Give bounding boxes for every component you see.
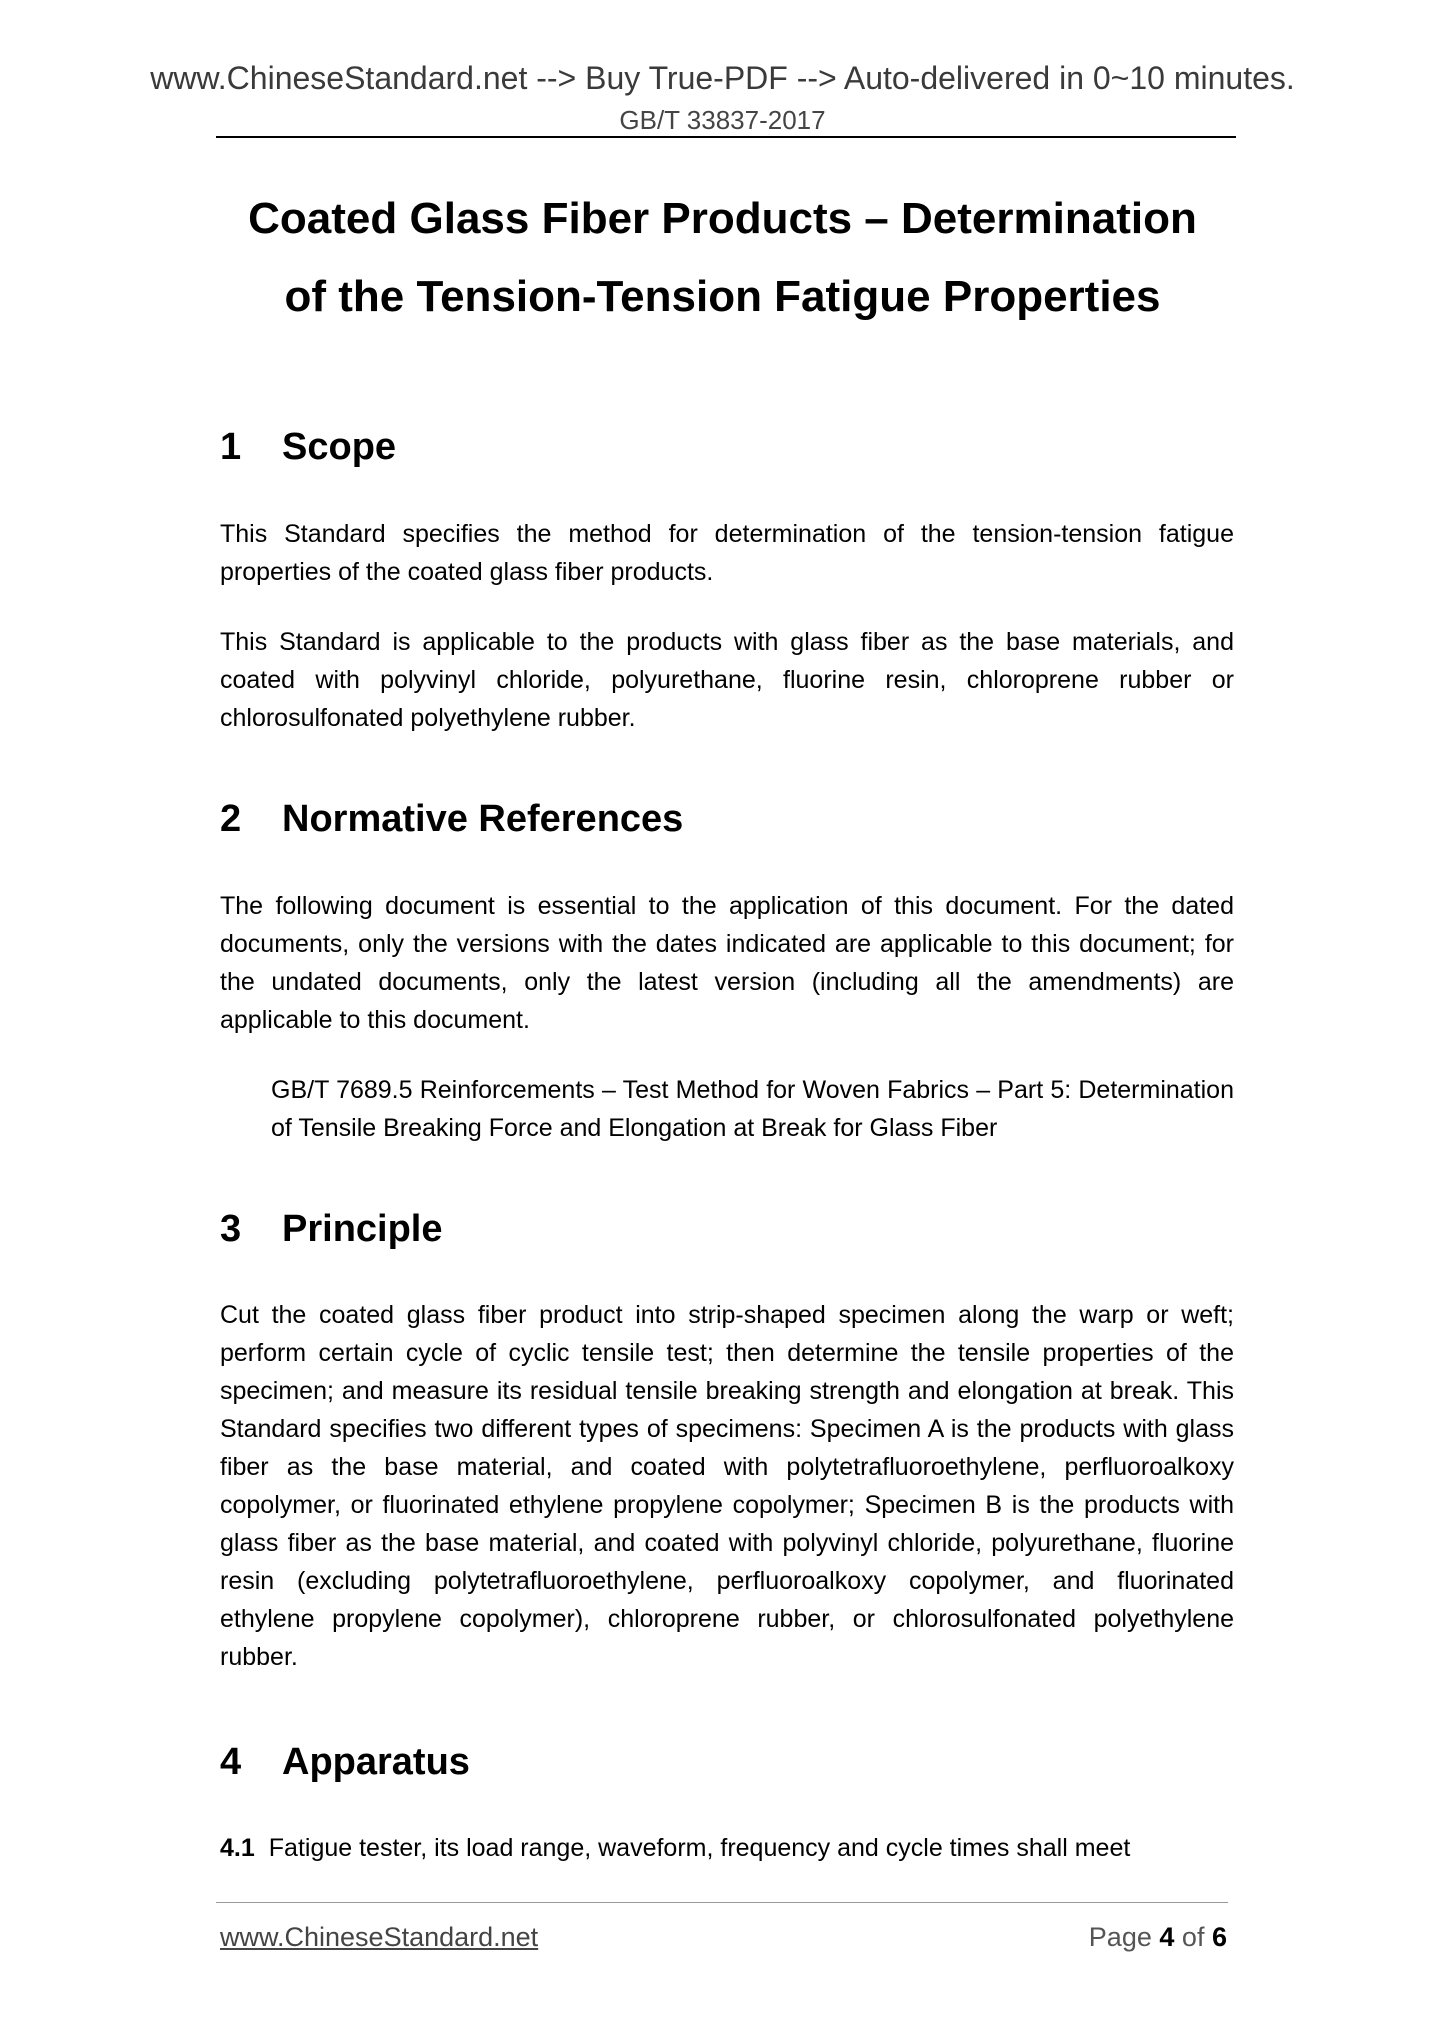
section-heading-scope	[220, 424, 396, 470]
section-heading-references	[220, 796, 683, 842]
footer-rule	[216, 1902, 1228, 1903]
page-indicator	[1089, 1920, 1227, 1954]
section-number: 3	[220, 1208, 242, 1250]
apparatus-clause-4-1	[220, 1829, 1234, 1867]
page-of: of	[1181, 1922, 1205, 1952]
page-total: 6	[1211, 1922, 1227, 1952]
page-current: 4	[1159, 1922, 1175, 1952]
scope-paragraph-2: This Standard is applicable to the products with glass fiber as the base materials, and coated with polyvinyl chloride, polyurethane, fluorine resin, chloroprene rubber or chlorosulfonated polyethylene rubber.	[220, 628, 1234, 732]
section-number: 4	[220, 1741, 242, 1783]
section-title: Principle	[282, 1208, 443, 1250]
section-title: Apparatus	[282, 1741, 470, 1783]
principle-paragraph: Cut the coated glass fiber product into strip-shaped specimen along the warp or weft; perform certain cycle of cyclic tensile test; then determine the tensile properties of the specimen; and measure its residual tensile breaking strength and elongation at break. This Standard specifies two different types of specimens: Specimen A is the products with glass fiber as the base material, and coated with polytetrafluoroethylene, perfluoroalkoxy copolymer, or fluorinated ethylene propylene copolymer; Specimen B is the products with glass fiber as the base material, and coated with polyvinyl chloride, polyurethane, fluorine resin (excluding polytetrafluoroethylene, perfluoroalkoxy copolymer, and fluorinated ethylene propylene copolymer), chloroprene rubber, or chlorosulfonated polyethylene rubber.	[220, 1301, 1234, 1671]
title-line-2: of the Tension-Tension Fatigue Properties	[284, 272, 1161, 321]
references-paragraph: The following document is essential to the application of this document. For the dated documents, only the versions with the dates indicated are applicable to this document; for the undated documents, only the latest version (including all the amendments) are applicable to this document.	[220, 892, 1234, 1034]
reference-item: GB/T 7689.5 Reinforcements – Test Method for Woven Fabrics – Part 5: Determination of Tensile Breaking Force and Elongation at Break for Glass Fiber	[271, 1076, 1234, 1142]
section-heading-principle	[220, 1206, 443, 1252]
page-prefix: Page	[1088, 1922, 1152, 1952]
scope-paragraph-1: This Standard specifies the method for determination of the tension-tension fatigue properties of the coated glass fiber products.	[220, 520, 1234, 586]
standard-code: GB/T 33837-2017	[619, 105, 826, 135]
document-title	[150, 180, 1295, 336]
title-line-1: Coated Glass Fiber Products – Determination	[248, 194, 1197, 243]
section-title: Normative References	[282, 798, 684, 840]
section-number: 2	[220, 798, 242, 840]
section-number: 1	[220, 426, 242, 468]
section-title: Scope	[282, 426, 397, 468]
clause-text: Fatigue tester, its load range, waveform, frequency and cycle times shall meet	[268, 1834, 1131, 1862]
page-banner: www.ChineseStandard.net --> Buy True-PDF --> Auto-delivered in 0~10 minutes.	[150, 60, 1295, 96]
footer-website-link[interactable]: www.ChineseStandard.net	[220, 1922, 539, 1952]
header-rule	[216, 136, 1236, 138]
clause-number: 4.1	[220, 1834, 255, 1862]
section-heading-apparatus	[220, 1739, 470, 1785]
